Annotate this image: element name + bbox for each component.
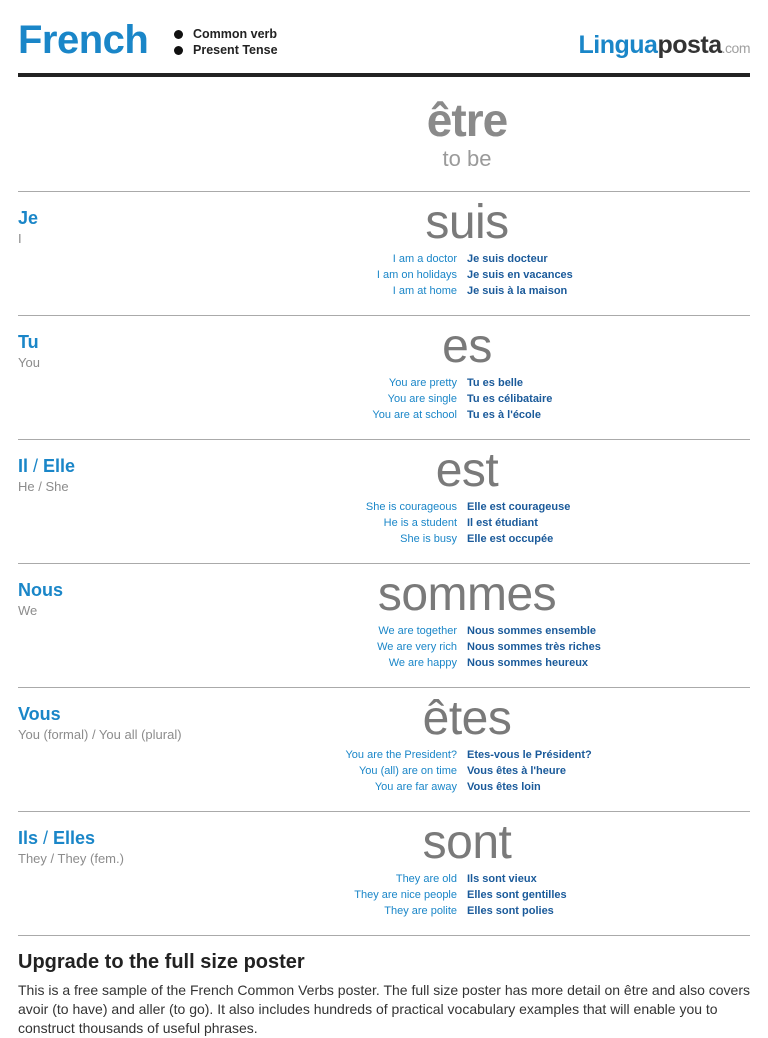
subtitle-text: Present Tense [193,43,278,57]
subtitle-list [174,26,278,58]
pronoun [18,580,63,600]
bullet-icon [174,30,183,39]
example-english: I am on holidays [376,269,457,281]
conjugated-form: êtes [422,692,512,745]
pronoun-translation: We [18,603,38,618]
example-row [18,763,750,779]
pronoun [18,208,38,228]
logo-part-lingua: Lingua [578,31,658,59]
logo-part-com: .com [721,40,750,56]
example-english: You are far away [374,781,457,793]
example-english: She is busy [400,533,457,545]
example-french: Tu es belle [467,377,524,389]
conjugation-list [18,191,750,936]
conjugated-form: est [435,444,499,497]
conjugation-section-tu [18,315,750,439]
conjugated-form: suis [425,196,509,249]
pronoun-label: Il [18,456,29,476]
pronoun [18,704,61,724]
pronoun-translation: He / She [18,479,69,494]
example-french: Je suis à la maison [467,285,568,297]
example-list [18,623,750,671]
verb-infinitive: être [426,94,508,146]
pronoun-translation: You (formal) / You all (plural) [18,727,182,742]
example-row [18,655,750,671]
example-row [18,887,750,903]
example-french: Elle est occupée [467,533,554,545]
example-english: We are very rich [377,641,457,653]
pronoun-label: Nous [18,580,63,600]
example-row [18,903,750,919]
upgrade-description: This is a free sample of the French Common Verbs poster. The full size poster has more detail on être and also covers avoir (to have) and aller (to go). It also includes hundreds of practical vocabulary examples that will enable you to construct thousands of useful phrases. [18,982,750,1036]
upgrade-section [18,948,750,1038]
page-title: French [18,18,149,62]
example-row [18,639,750,655]
logo-part-posta: posta [657,31,722,59]
pronoun [18,456,75,476]
verb-hero [18,88,750,191]
example-english: You are pretty [388,377,457,389]
subtitle-item [174,42,278,58]
conjugated-form: sont [422,816,512,869]
example-english: We are together [378,625,457,637]
pronoun-translation: I [18,231,22,246]
pronoun-label: Vous [18,704,61,724]
pronoun-label-alt: Elle [43,456,76,476]
example-list [18,499,750,547]
example-english: She is courageous [365,501,457,513]
example-list [18,251,750,299]
example-english: He is a student [383,517,457,529]
example-french: Etes-vous le Président? [467,749,592,761]
conjugation-section-vous [18,687,750,811]
example-english: They are old [395,873,457,885]
example-english: You are at school [372,409,457,421]
header [18,14,750,76]
example-french: Vous êtes à l'heure [467,765,567,777]
example-row [18,499,750,515]
upgrade-heading: Upgrade to the full size poster [18,951,305,973]
header-divider [18,73,750,77]
example-french: Elle est courageuse [467,501,571,513]
example-row [18,391,750,407]
linguaposta-logo[interactable] [579,30,750,63]
example-english: You are single [387,393,457,405]
example-list [18,375,750,423]
example-english: I am at home [392,285,457,297]
example-row [18,779,750,795]
pronoun [18,828,95,848]
pronoun-translation: They / They (fem.) [18,851,124,866]
pronoun [18,332,39,352]
example-french: Il est étudiant [467,517,538,529]
example-list [18,871,750,919]
example-row [18,531,750,547]
example-row [18,267,750,283]
example-french: Nous sommes ensemble [467,625,596,637]
example-french: Elles sont polies [467,905,554,917]
example-row [18,407,750,423]
example-row [18,747,750,763]
example-french: Ils sont vieux [467,873,537,885]
example-row [18,375,750,391]
pronoun-label: Ils [18,828,39,848]
example-row [18,515,750,531]
pronoun-separator: / [28,456,44,476]
example-french: Elles sont gentilles [467,889,567,901]
subtitle-item [174,26,278,42]
pronoun-translation: You [18,355,40,370]
conjugation-section-ils-elles [18,811,750,936]
example-french: Tu es à l'école [467,409,541,421]
pronoun-label-alt: Elles [53,828,96,848]
example-french: Nous sommes très riches [467,641,601,653]
pronoun-label: Tu [18,332,39,352]
conjugation-section-je [18,191,750,315]
example-english: You are the President? [345,749,457,761]
example-row [18,283,750,299]
example-english: You (all) are on time [358,765,457,777]
example-english: I am a doctor [392,253,457,265]
example-list [18,747,750,795]
example-english: They are nice people [354,889,457,901]
example-french: Nous sommes heureux [467,657,589,669]
example-english: We are happy [388,657,457,669]
pronoun-label: Je [18,208,39,228]
conjugation-section-nous [18,563,750,687]
pronoun-separator: / [38,828,54,848]
example-french: Vous êtes loin [467,781,541,793]
conjugated-form: sommes [377,568,557,621]
example-french: Je suis docteur [467,253,548,265]
example-row [18,251,750,267]
example-french: Je suis en vacances [467,269,573,281]
verb-translation: to be [442,146,492,171]
example-row [18,871,750,887]
example-row [18,623,750,639]
bullet-icon [174,46,183,55]
conjugation-section-il-elle [18,439,750,563]
example-english: They are polite [384,905,457,917]
subtitle-text: Common verb [193,27,278,41]
conjugated-form: es [442,320,492,373]
example-french: Tu es célibataire [467,393,553,405]
